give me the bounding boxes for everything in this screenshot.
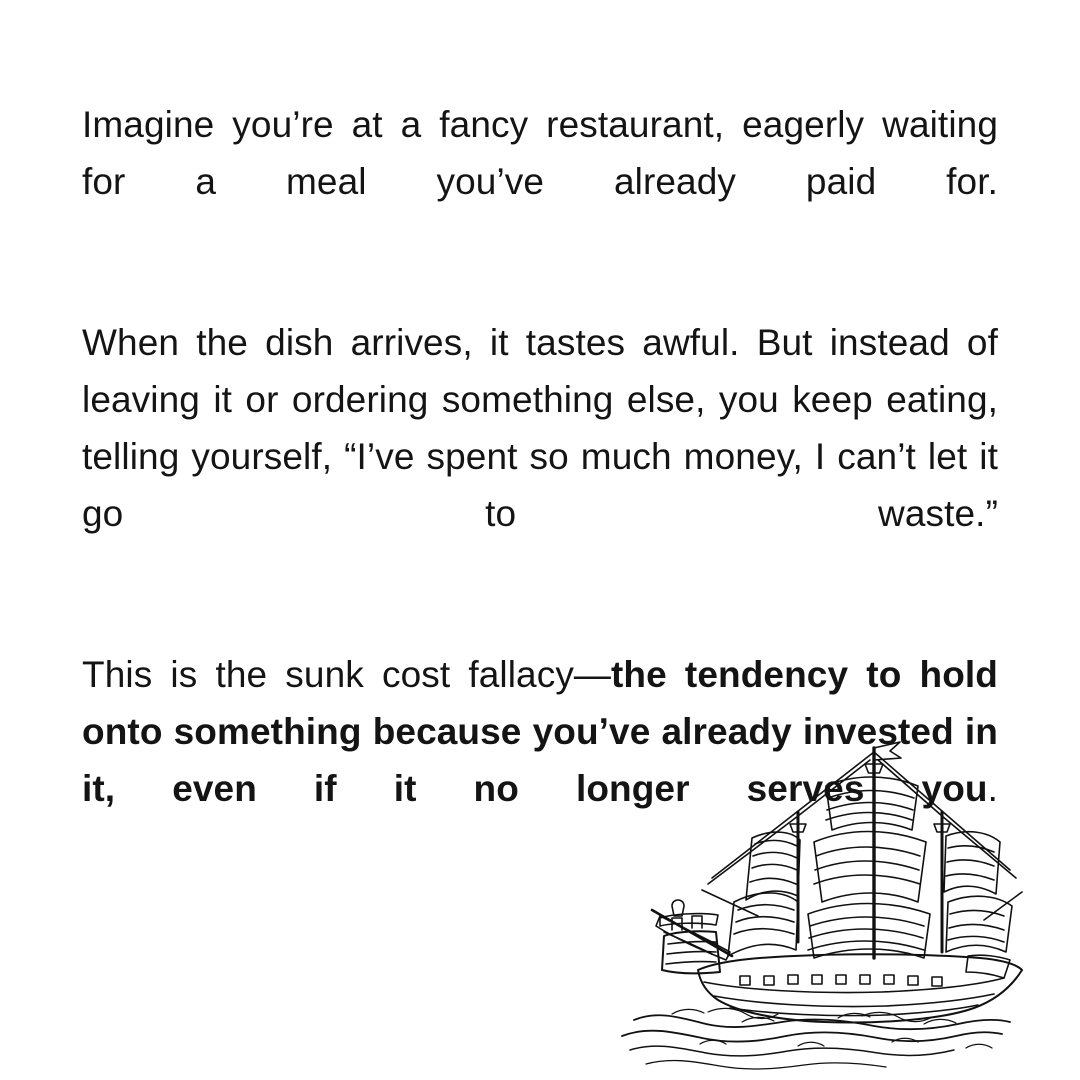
sailing-ship-illustration <box>612 720 1042 1070</box>
definition-bold: the tendency to hold onto something because you’ve already invested in it, even if it no longer serves you <box>82 654 998 809</box>
paragraph-intro: Imagine you’re at a fancy restaurant, eagerly waiting for a meal you’ve already paid for. <box>82 104 998 202</box>
definition-tail: . <box>987 768 998 809</box>
paragraph-dish: When the dish arrives, it tastes awful. But instead of leaving it or ordering something else, you keep eating, telling yourself, “I’ve spent so much money, I can’t let it go to waste.” <box>82 322 998 534</box>
definition-lead: This is the sunk cost fallacy— <box>82 654 612 695</box>
